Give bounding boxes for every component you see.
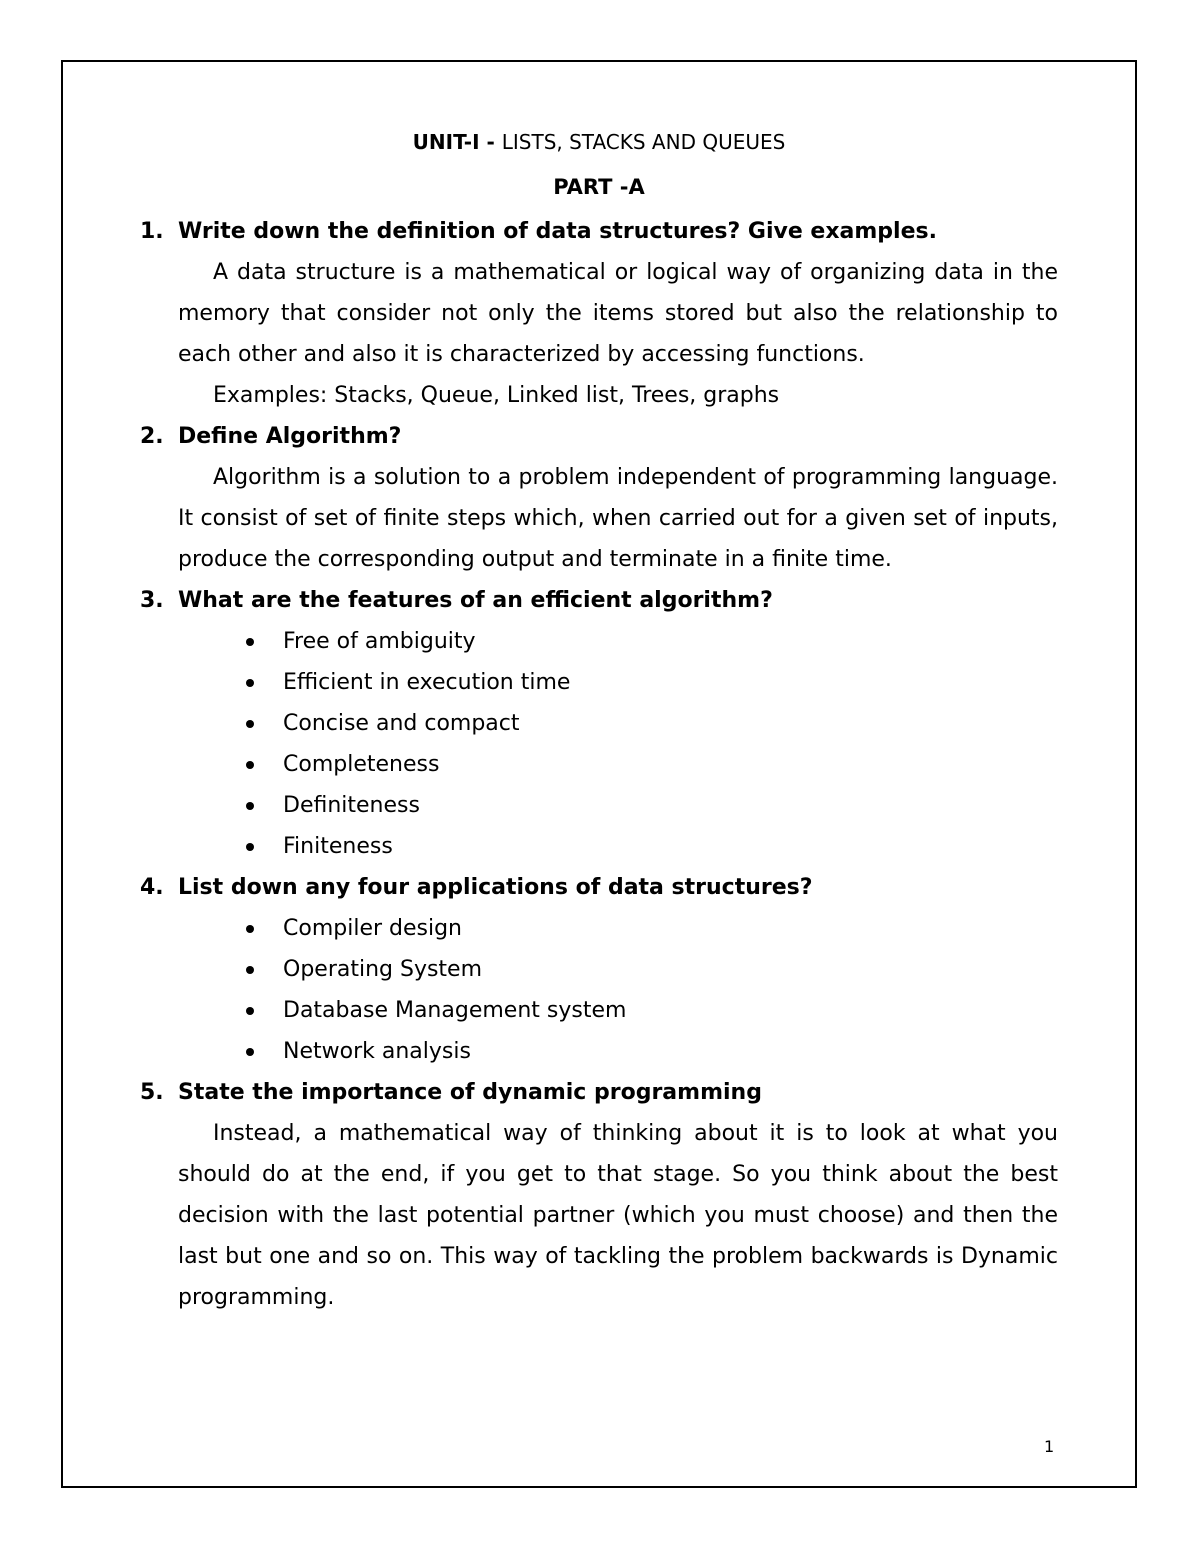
question-number: 3. [140,588,164,613]
list-item-text: Completeness [283,752,440,777]
list-item-text: Database Management system [283,998,627,1023]
part-heading: PART -A [553,175,645,199]
list-item [140,949,1058,990]
list-item-text: Finiteness [283,834,393,859]
bullet-icon [246,1048,254,1056]
question-2-answer: Algorithm is a solution to a problem independent of programming language. It consist of set of finite steps which, when carried out for a given set of inputs, produce the corresponding output and terminate in a finite time. [178,465,1058,572]
question-number: 5. [140,1080,164,1105]
bullet-icon [246,720,254,728]
list-item [140,621,1058,662]
question-text: List down any four applications of data structures? [178,875,813,900]
list-item [140,662,1058,703]
question-1-examples: Examples: Stacks, Queue, Linked list, Trees, graphs [213,383,780,408]
question-1-answer: A data structure is a mathematical or logical way of organizing data in the memory that consider not only the items stored but also the relationship to each other and also it is characterized by accessing functions. [178,260,1058,367]
question-number: 2. [140,424,164,449]
bullet-icon [246,802,254,810]
list-item [140,826,1058,867]
question-text: Write down the definition of data structures? Give examples. [178,219,937,244]
bullet-icon [246,1007,254,1015]
question-text: What are the features of an efficient algorithm? [178,588,773,613]
question-number: 4. [140,875,164,900]
question-number: 1. [140,219,164,244]
list-item [140,785,1058,826]
question-text: Define Algorithm? [178,424,402,449]
bullet-icon [246,925,254,933]
list-item-text: Efficient in execution time [283,670,571,695]
question-3-heading [140,580,1058,621]
bullet-icon [246,638,254,646]
question-text: State the importance of dynamic programming [178,1080,762,1105]
list-item-text: Compiler design [283,916,462,941]
unit-title [140,122,1058,163]
question-2-heading [140,416,1058,457]
list-item [140,744,1058,785]
question-1-heading [140,211,1058,252]
document-content [140,122,1058,1318]
unit-title-rest: LISTS, STACKS AND QUEUES [501,130,786,154]
bullet-icon [246,679,254,687]
bullet-icon [246,966,254,974]
question-4-bullet-list [140,908,1058,1072]
list-item [140,1031,1058,1072]
list-item [140,908,1058,949]
list-item-text: Operating System [283,957,483,982]
bullet-icon [246,843,254,851]
list-item-text: Concise and compact [283,711,520,736]
question-3-bullet-list [140,621,1058,867]
list-item-text: Definiteness [283,793,420,818]
bullet-icon [246,761,254,769]
question-5-heading [140,1072,1058,1113]
page-number: 1 [1044,1437,1055,1456]
list-item [140,990,1058,1031]
list-item-text: Free of ambiguity [283,629,476,654]
list-item-text: Network analysis [283,1039,471,1064]
question-4-heading [140,867,1058,908]
question-5-answer: Instead, a mathematical way of thinking about it is to look at what you should do at the end, if you get to that stage. So you think about the best decision with the last potential partner (which you must choose) and then the last but one and so on. This way of tackling the problem backwards is Dynamic programming. [178,1121,1058,1310]
list-item [140,703,1058,744]
unit-title-bold: UNIT-I - [412,130,502,154]
